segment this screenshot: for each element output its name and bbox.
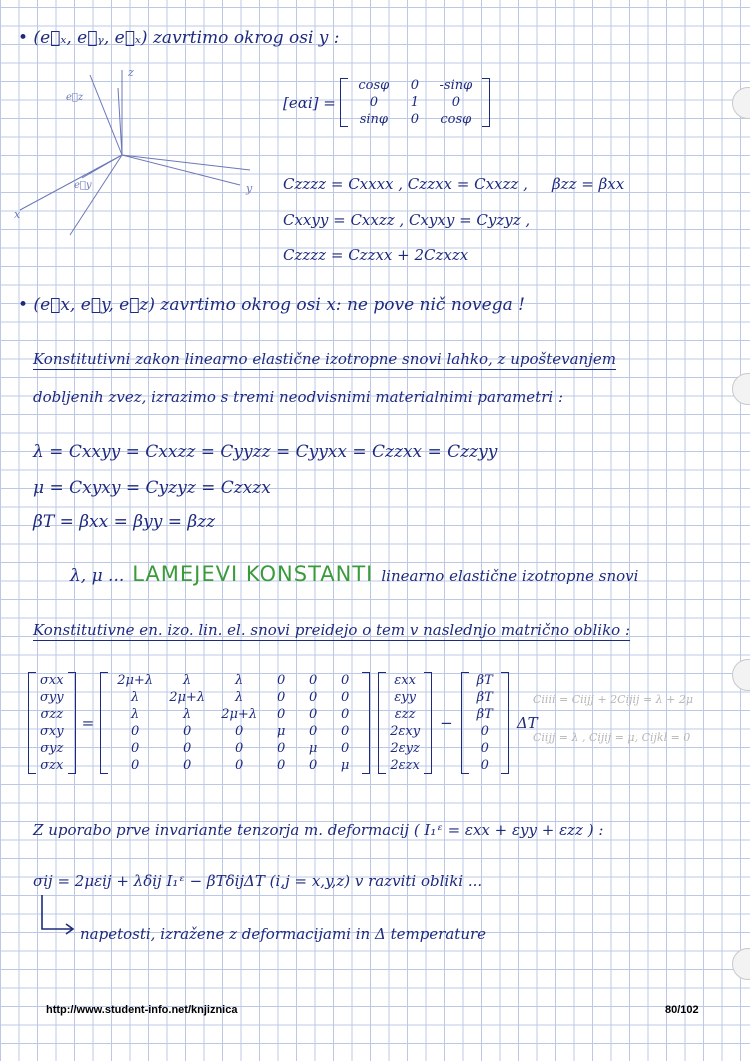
- vector-cell: σxy: [40, 724, 64, 739]
- lame-line: [70, 562, 638, 586]
- thermal-vector: [461, 672, 509, 774]
- symmetry-eq-1: Czzzz = Cxxxx , Czzxx = Cxxzz ,: [283, 175, 528, 193]
- stress-explanation: napetosti, izražene z deformacijami in Δ temperature: [80, 925, 487, 943]
- matrix-cell: 2μ+λ: [221, 707, 258, 722]
- matrix-cell: 0: [131, 724, 140, 739]
- matrix-cell: λ: [131, 707, 140, 722]
- vector-cell: 2εzx: [390, 758, 420, 773]
- stiffness-matrix: [100, 672, 370, 774]
- pencil-note: Ciiii = Ciijj + 2Cijij = λ + 2μ: [533, 693, 693, 706]
- binder-hole: [732, 948, 750, 980]
- lame-symbols: λ, μ ...: [70, 566, 125, 586]
- matrix-cell: 0: [410, 112, 419, 127]
- matrix-cell: 0: [410, 78, 419, 93]
- vector-cell: 2εxy: [390, 724, 421, 739]
- stress-formula: σij = 2μεij + λδij I₁ᵋ − βTδijΔT (i,j = x,y,z) v razviti obliki ...: [33, 872, 483, 890]
- matrix-cell: sinφ: [359, 112, 389, 127]
- page-number: 80/102: [665, 1004, 699, 1016]
- rotation-matrix-block: [283, 78, 490, 127]
- rotation-matrix: [340, 78, 490, 127]
- vector-cell: εxx: [394, 673, 416, 688]
- rotation-matrix-lhs: [eαi] =: [283, 93, 336, 112]
- rotation-y-heading: • (e⃗ₓ, e⃗ᵧ, e⃗ₓ) zavrtimo okrog osi y :: [18, 28, 340, 48]
- equals-sign: =: [81, 714, 95, 732]
- matrix-cell: 0: [277, 707, 286, 722]
- matrix-cell: 0: [183, 741, 192, 756]
- matrix-cell: 0: [341, 724, 350, 739]
- arrow-icon: [38, 893, 78, 939]
- sketch-label: e⃗y: [74, 180, 92, 191]
- matrix-cell: cosφ: [358, 78, 390, 93]
- vector-cell: σyy: [40, 690, 64, 705]
- matrix-cell: 0: [277, 673, 286, 688]
- vector-cell: 2εyz: [390, 741, 420, 756]
- vector-cell: σxx: [40, 673, 64, 688]
- lambda-definition: λ = Cxxyy = Cxxzz = Cyyzz = Cyyxx = Czzxx = Czzyy: [33, 442, 498, 462]
- matrix-cell: 0: [183, 724, 192, 739]
- sketch-label: x: [14, 208, 21, 221]
- matrix-cell: 0: [235, 741, 244, 756]
- matrix-cell: λ: [183, 707, 192, 722]
- paragraph-constitutive-law-cont: dobljenih zvez, izrazimo s tremi neodvisnimi materialnimi parametri :: [33, 388, 563, 406]
- delta-t: ΔT: [516, 714, 538, 732]
- matrix-cell: 0: [277, 758, 286, 773]
- matrix-cell: λ: [235, 690, 244, 705]
- matrix-cell: cosφ: [440, 112, 472, 127]
- matrix-cell: 0: [131, 758, 140, 773]
- matrix-cell: 0: [277, 741, 286, 756]
- rotation-x-heading: • (e⃗x, e⃗y, e⃗z) zavrtimo okrog osi x: ne pove nič novega !: [18, 295, 525, 315]
- vector-cell: σzz: [40, 707, 64, 722]
- symmetry-eq-2: Cxxyy = Cxxzz , Cxyxy = Cyzyz ,: [283, 211, 531, 229]
- symmetry-eq-3: Czzzz = Czzxx + 2Czxzx: [283, 246, 469, 264]
- pencil-note: Ciijj = λ , Cijij = μ, Cijkl = 0: [533, 731, 691, 744]
- matrix-cell: 0: [341, 690, 350, 705]
- beta-definition: βT = βxx = βyy = βzz: [33, 512, 216, 532]
- sketch-label: z: [128, 66, 134, 79]
- matrix-cell: 0: [235, 724, 244, 739]
- vector-cell: 0: [480, 724, 489, 739]
- sketch-label: e⃗z: [66, 92, 84, 103]
- vector-cell: βT: [476, 690, 493, 705]
- matrix-cell: 2μ+λ: [117, 673, 154, 688]
- matrix-cell: 0: [341, 673, 350, 688]
- paragraph-constitutive-law: [33, 350, 616, 368]
- underlined-text: Konstitutivne en. izo. lin. el. snovi preidejo o tem v naslednjo matrično obliko :: [33, 621, 631, 639]
- matrix-cell: μ: [276, 724, 286, 739]
- matrix-cell: 0: [341, 707, 350, 722]
- minus-sign: −: [440, 714, 453, 732]
- lame-description: linearno elastične izotropne snovi: [381, 567, 639, 585]
- matrix-cell: 0: [309, 758, 318, 773]
- lame-constants-heading: LAMEJEVI KONSTANTI: [132, 562, 374, 586]
- matrix-cell: λ: [131, 690, 140, 705]
- matrix-cell: λ: [183, 673, 192, 688]
- vector-cell: βT: [476, 707, 493, 722]
- strain-vector: [378, 672, 432, 774]
- matrix-cell: 0: [309, 690, 318, 705]
- matrix-cell: 0: [235, 758, 244, 773]
- binder-hole: [732, 659, 750, 691]
- vector-cell: εyy: [394, 690, 416, 705]
- matrix-cell: 0: [309, 673, 318, 688]
- matrix-cell: 1: [410, 95, 419, 110]
- matrix-cell: 0: [131, 741, 140, 756]
- vector-cell: βT: [476, 673, 493, 688]
- matrix-cell: 0: [277, 690, 286, 705]
- matrix-form-intro: [33, 621, 630, 639]
- vector-cell: εzz: [394, 707, 416, 722]
- beta-relation: βzz = βxx: [552, 175, 625, 193]
- vector-cell: σzx: [40, 758, 64, 773]
- matrix-cell: 0: [309, 724, 318, 739]
- sketch-label: y: [246, 182, 253, 195]
- footer-url[interactable]: http://www.student-info.net/knjiznica: [46, 1004, 238, 1016]
- matrix-cell: 0: [369, 95, 378, 110]
- matrix-cell: -sinφ: [439, 78, 473, 93]
- binder-hole: [732, 373, 750, 405]
- matrix-cell: 2μ+λ: [169, 690, 206, 705]
- axis-sketch: [10, 60, 270, 260]
- binder-hole: [732, 87, 750, 119]
- matrix-cell: 0: [183, 758, 192, 773]
- constitutive-matrix-equation: [28, 672, 538, 774]
- matrix-cell: 0: [451, 95, 460, 110]
- matrix-cell: 0: [341, 741, 350, 756]
- invariant-sentence: Z uporabo prve invariante tenzorja m. deformacij ( I₁ᵋ = εxx + εyy + εzz ) :: [33, 821, 604, 839]
- stress-vector: [28, 672, 76, 774]
- matrix-cell: 0: [309, 707, 318, 722]
- mu-definition: μ = Cxyxy = Cyzyz = Czxzx: [33, 478, 271, 498]
- vector-cell: 0: [480, 758, 489, 773]
- matrix-cell: μ: [340, 758, 350, 773]
- vector-cell: σyz: [40, 741, 64, 756]
- matrix-cell: λ: [235, 673, 244, 688]
- vector-cell: 0: [480, 741, 489, 756]
- matrix-cell: μ: [308, 741, 318, 756]
- underlined-term: Konstitutivni zakon linearno elastične izotropne snovi lahko, z upoštevanjem: [33, 350, 616, 368]
